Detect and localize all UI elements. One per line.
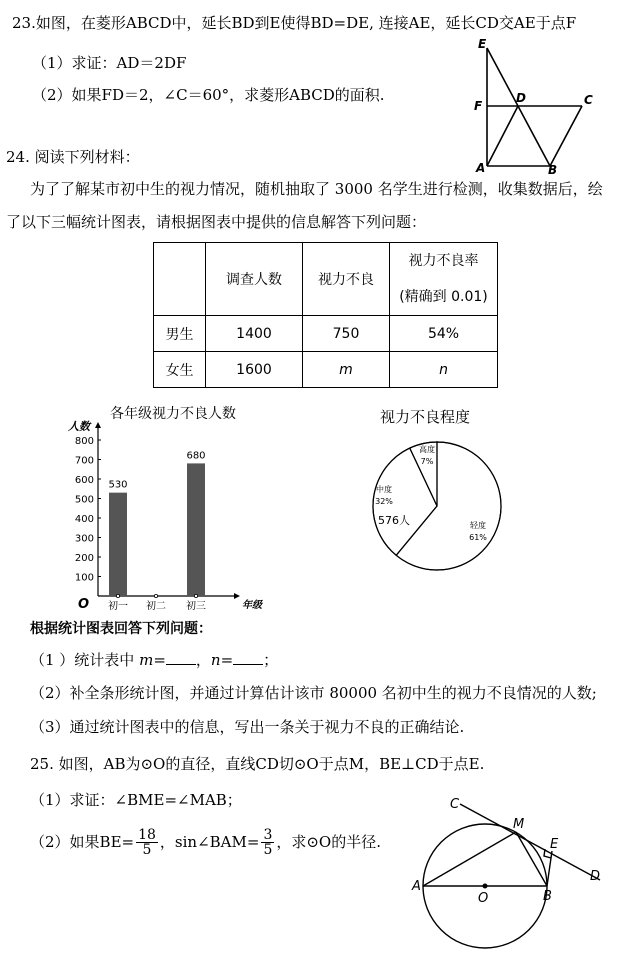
q23-part2: （2）如果FD＝2，∠C＝60°，求菱形ABCD的面积.: [32, 86, 385, 104]
q25-part2: [30, 822, 381, 862]
pie-slice-extra: 576人: [378, 514, 410, 527]
bar-data-label: 530: [108, 479, 128, 491]
label-A: A: [476, 161, 486, 175]
table-header-rate: [390, 243, 498, 316]
pie-slice-name: 高度: [419, 445, 435, 454]
table-header-count: 调查人数: [206, 243, 303, 316]
table-corner-cell: [154, 243, 206, 316]
y-tick-label: 300: [74, 533, 94, 545]
table-header-rate-line2: (精确到 0.01): [399, 289, 488, 305]
q25-part2-prefix: （2）如果BE=: [30, 832, 135, 851]
table-header-bad: 视力不良: [303, 243, 390, 316]
q25-stem: 25. 如图，AB为⊙O的直径，直线CD切⊙O于点M，BE⊥CD于点E.: [30, 755, 485, 773]
label-C: C: [450, 797, 460, 812]
y-tick-label: 400: [74, 514, 94, 525]
x-tick-mark: [116, 594, 119, 597]
row-label: 女生: [154, 352, 206, 388]
bar-chart-title: 各年级视力不良人数: [110, 406, 236, 422]
cell-bad: m: [303, 352, 390, 388]
fraction-sin: $\frac{3}{5}$: [263, 826, 273, 858]
y-axis-arrow: [95, 422, 101, 428]
pie-chart-title: 视力不良程度: [380, 408, 471, 426]
label-B: B: [543, 889, 552, 904]
y-tick-label: 200: [74, 553, 94, 564]
q24-answer3: （3）通过统计图表中的信息，写出一条关于视力不良的正确结论.: [30, 718, 465, 736]
y-tick-label: 600: [74, 475, 94, 486]
n-blank[interactable]: [233, 652, 263, 665]
label-E: E: [550, 837, 559, 852]
q24-answer1: （1 ）统计表中 m= ，n= ；: [30, 651, 279, 669]
label-E: E: [478, 37, 487, 51]
table-row: [154, 316, 498, 352]
bar: [109, 493, 127, 596]
q25-part2-suffix: ，求⊙O的半径.: [276, 832, 381, 851]
q24-intro-line1: 为了了解某市初中生的视力情况，随机抽取了 3000 名学生进行检测，收集数据后，绘: [30, 180, 603, 198]
label-A: A: [412, 879, 421, 894]
bar-chart: [60, 402, 280, 617]
x-tick-label: 初三: [186, 601, 206, 612]
x-tick-label: 初二: [146, 601, 166, 612]
label-D: D: [590, 869, 601, 884]
bar-chart-xlabel: 年级: [242, 600, 262, 611]
label-O: O: [478, 891, 489, 906]
label-C: C: [584, 93, 593, 107]
pie-slice-pct: 7%: [420, 457, 434, 466]
bar-chart-origin: O: [78, 597, 90, 612]
label-B: B: [548, 163, 558, 176]
cell-count: 1400: [206, 316, 303, 352]
n-label: n=: [210, 651, 234, 669]
pie-slice-pct: 61%: [469, 533, 487, 542]
q25-part1: （1）求证：∠BME=∠MAB；: [30, 791, 242, 809]
cell-count: 1600: [206, 352, 303, 388]
cell-rate: n: [390, 352, 498, 388]
y-tick-label: 800: [74, 436, 94, 447]
q23-stem: 23.如图，在菱形ABCD中，延长BD到E使得BD=DE, 连接AE，延长CD交AE于点F: [12, 14, 577, 32]
x-tick-label: 初一: [108, 601, 128, 612]
q24-answer2: （2）补全条形统计图，并通过计算估计该市 80000 名初中生的视力不良情况的人数;: [30, 684, 597, 702]
bar-chart-ylabel: 人数: [68, 420, 90, 433]
m-blank[interactable]: [166, 652, 196, 665]
x-axis-arrow: [234, 593, 240, 599]
m-label: m=: [139, 651, 166, 669]
q24-intro-line2: 了以下三幅统计图表，请根据图表中提供的信息解答下列问题：: [6, 213, 427, 231]
pie-chart: [360, 402, 530, 582]
label-F: F: [474, 99, 483, 113]
x-tick-mark: [154, 594, 157, 597]
stat-table: [153, 242, 498, 388]
pie-slice-name: 轻度: [470, 521, 486, 530]
pie-slice-pct: 32%: [375, 497, 393, 506]
q23-part1: （1）求证：AD＝2DF: [32, 54, 187, 72]
y-tick-label: 700: [74, 455, 94, 467]
y-tick-label: 100: [74, 572, 94, 584]
label-D: D: [516, 91, 526, 105]
fraction-be: $\frac{18}{5}$: [138, 826, 156, 858]
row-label: 男生: [154, 316, 206, 352]
circle-figure: [410, 790, 615, 950]
label-M: M: [513, 817, 525, 832]
table-row: [154, 352, 498, 388]
q24-title: 24. 阅读下列材料：: [6, 148, 140, 166]
y-tick-label: 500: [74, 494, 94, 506]
pie-slice-name: 中度: [376, 485, 392, 494]
cell-rate: 54%: [390, 316, 498, 352]
q24-ask: 根据统计图表回答下列问题：: [30, 621, 212, 637]
q25-part2-mid: ，sin∠BAM=: [159, 832, 260, 851]
bar: [187, 463, 205, 596]
table-header-rate-line1: 视力不良率: [408, 253, 479, 269]
q24-answer1-prefix: （1 ）统计表中: [30, 651, 135, 669]
bar-data-label: 680: [186, 450, 206, 462]
cell-bad: 750: [303, 316, 390, 352]
rhombus-figure: [470, 36, 610, 176]
x-tick-mark: [194, 594, 197, 597]
